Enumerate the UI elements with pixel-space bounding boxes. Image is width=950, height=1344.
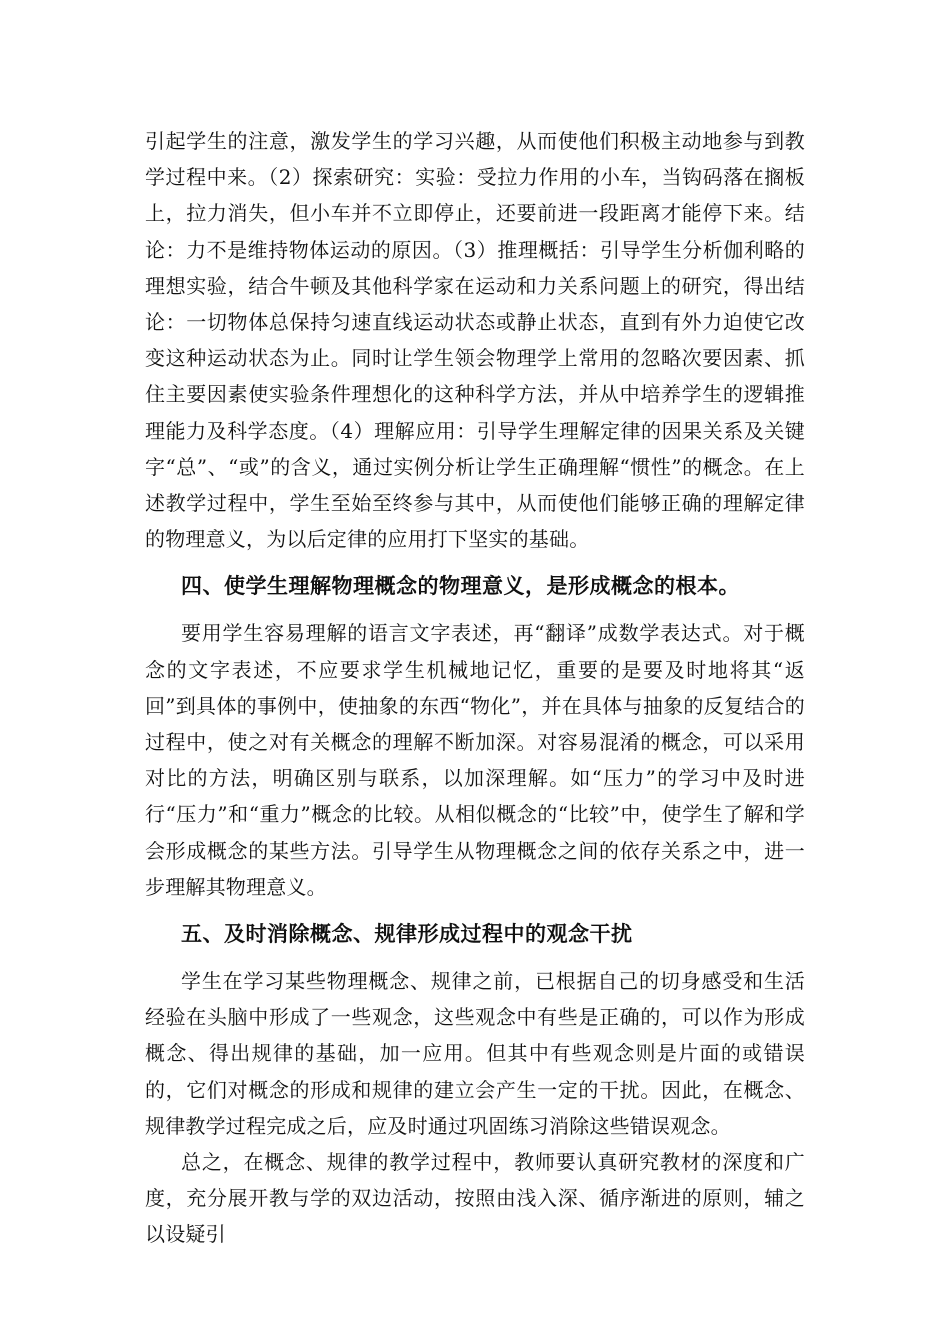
paragraph-teaching-process: 引起学生的注意，激发学生的学习兴趣，从而使他们积极主动地参与到教学过程中来。（2）探索研究：实验：受拉力作用的小车，当钩码落在搁板上，拉力消失，但小车并不立即停止，还要前进一段距离才能停下来。结论：力不是维持物体运动的原因。（3）推理概括：引导学生分析伽利略的理想实验，结合牛顿及其他科学家在运动和力关系问题上的研究，得出结论：一切物体总保持匀速直线运动状态或静止状态，直到有外力迫使它改变这种运动状态为止。同时让学生领会物理学上常用的忽略次要因素、抓住主要因素使实验条件理想化的这种科学方法，并从中培养学生的逻辑推理能力及科学态度。（4）理解应用：引导学生理解定律的因果关系及关键字“总”、“或”的含义，通过实例分析让学生正确理解“惯性”的概念。在上述教学过程中，学生至始至终参与其中，从而使他们能够正确的理解定律的物理意义，为以后定律的应用打下坚实的基础。: [145, 129, 805, 552]
document-body: [145, 123, 805, 1253]
paragraph-misconceptions: 学生在学习某些物理概念、规律之前，已根据自己的切身感受和生活经验在头脑中形成了一些观念，这些观念中有些是正确的，可以作为形成概念、得出规律的基础，加一应用。但其中有些观念则是片面的或错误的，它们对概念的形成和规律的建立会产生一定的干扰。因此，在概念、规律教学过程完成之后，应及时通过巩固练习消除这些错误观念。: [145, 969, 805, 1138]
paragraph-physical-meaning: 要用学生容易理解的语言文字表述，再“翻译”成数学表达式。对于概念的文字表述，不应要求学生机械地记忆，重要的是要及时地将其“返回”到具体的事例中，使抽象的东西“物化”，并在具体与抽象的反复结合的过程中，使之对有关概念的理解不断加深。对容易混淆的概念，可以采用对比的方法，明确区别与联系，以加深理解。如“压力”的学习中及时进行“压力”和“重力”概念的比较。从相似概念的“比较”中，使学生了解和学会形成概念的某些方法。引导学生从物理概念之间的依存关系之中，进一步理解其物理意义。: [145, 621, 805, 899]
paragraph-conclusion: 总之，在概念、规律的教学过程中，教师要认真研究教材的深度和广度，充分展开教与学的双边活动，按照由浅入深、循序渐进的原则，辅之以设疑引: [145, 1150, 805, 1247]
section-heading-four: 四、使学生理解物理概念的物理意义，是形成概念的根本。: [181, 574, 740, 599]
section-heading-five: 五、及时消除概念、规律形成过程中的观念干扰: [181, 922, 633, 947]
